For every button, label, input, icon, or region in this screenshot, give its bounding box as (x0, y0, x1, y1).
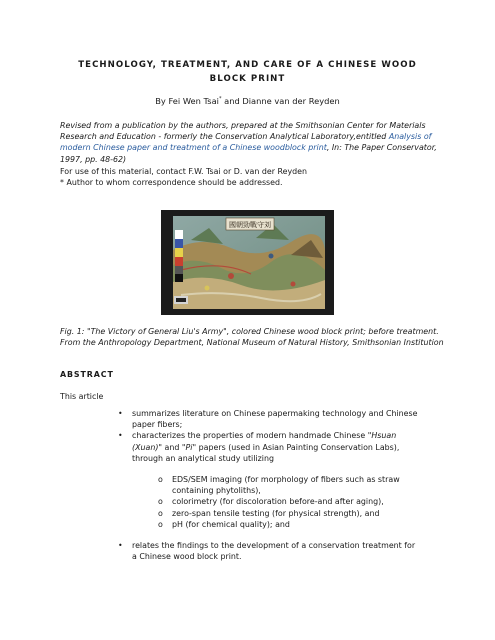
abstract-intro: This article (60, 392, 104, 401)
sub-bullet-icon: o (158, 519, 163, 529)
bullet-text-tail: papers (used in Asian Painting Conservation Labs), through an analytical study utilizing (132, 442, 400, 463)
byline (60, 96, 435, 106)
bullet-text: relates the findings to the development of a conservation treatment for a Chinese wood block print. (132, 541, 416, 562)
print-title-text: 國朝勁戰守刘 (229, 221, 271, 229)
list-item (158, 519, 418, 530)
method-list (132, 474, 418, 530)
bullet-text: characterizes the properties of modern handmade Chinese (132, 431, 368, 441)
list-item (118, 430, 418, 530)
bullet-text-mid: and (162, 442, 182, 452)
list-item (118, 408, 418, 430)
author-secondary: and Dianne van der Reyden (221, 96, 340, 106)
article-title: TECHNOLOGY, TREATMENT, AND CARE OF A CHINESE WOOD BLOCK PRINT (78, 60, 417, 84)
revision-tail: , In: The Paper Conservator, 1997, pp. 48-62) (60, 143, 437, 164)
bullet-icon: • (118, 409, 123, 418)
sub-bullet-icon: o (158, 497, 163, 507)
term-pi: "Pi" (181, 442, 197, 452)
author-mark: * (218, 96, 222, 103)
sub-bullet-icon: o (158, 508, 163, 518)
method-text: colorimetry (for discoloration before-and after aging), (172, 497, 384, 507)
method-text: EDS/SEM imaging (for morphology of fibers such as straw containing phytoliths), (172, 475, 400, 496)
author-primary: By Fei Wen Tsai (155, 96, 219, 106)
correspondence-line: * Author to whom correspondence should be addressed. (60, 178, 283, 188)
term-xuan: "Hsuan (Xuan)" (132, 431, 397, 452)
bullet-icon: • (118, 541, 123, 551)
bullet-icon: • (118, 431, 123, 441)
abstract-heading: ABSTRACT (60, 370, 114, 379)
list-item (158, 474, 418, 496)
list-item (158, 496, 418, 507)
list-item (158, 508, 418, 519)
method-text: zero-span tensile testing (for physical strength), and (172, 508, 380, 518)
abstract-bullets (118, 408, 418, 562)
method-text: pH (for chemical quality); and (172, 519, 290, 529)
figure-woodblock-print (161, 210, 334, 315)
bullet-text: summarizes literature on Chinese papermaking technology and Chinese paper fibers; (132, 409, 418, 430)
woodblock-print-image (161, 210, 334, 315)
contact-note (60, 166, 445, 188)
contact-line: For use of this material, contact F.W. Tsai or D. van der Reyden (60, 167, 307, 176)
revision-note (60, 120, 445, 165)
sub-bullet-icon: o (158, 475, 163, 485)
revision-text: Revised from a publication by the authors, prepared at the Smithsonian Center for Materials Research and Education - formerly the Conservation Analytical Laboratory,entitled (60, 121, 426, 142)
figure-caption: Fig. 1: "The Victory of General Liu's Army", colored Chinese wood block print; before treatment. From the Anthropology Department, National Museum of Natural History, Smithsonian Institution (60, 327, 444, 348)
source-link[interactable]: Analysis of modern Chinese paper and treatment of a Chinese woodblock print (60, 132, 432, 153)
list-item (118, 540, 418, 562)
